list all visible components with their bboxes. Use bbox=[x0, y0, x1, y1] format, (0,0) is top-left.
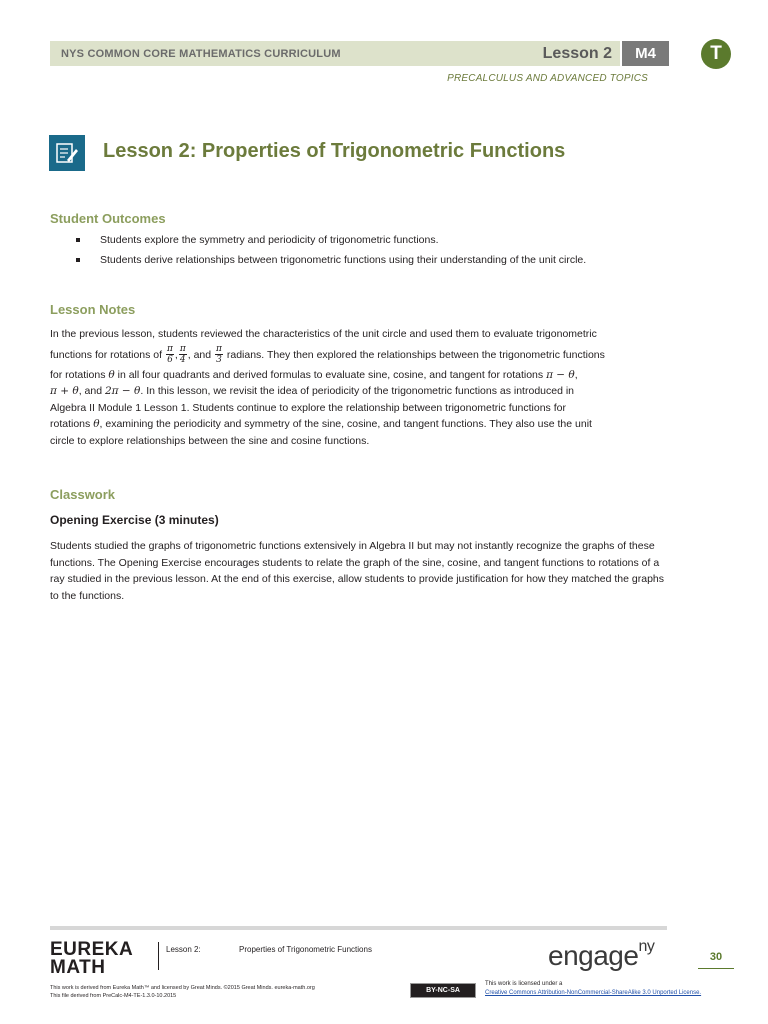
fraction: $\frac{\pi}{6}$ bbox=[166, 344, 173, 366]
license-text: This work is licensed under a bbox=[485, 981, 563, 987]
module-badge: M4 bbox=[622, 41, 669, 66]
lesson-label: Lesson 2 bbox=[542, 44, 612, 62]
page-number-underline bbox=[698, 968, 734, 969]
classwork-paragraph: Students studied the graphs of trigonometric functions extensively in Algebra II but may not instantly recognize the graphs of these functions. The Opening Exercise encourages students to relate the graph of the sine, cosine, and tangent functions to rotations of a ray studied in the previous lesson. At the end of this exercise, allow students to provide justification for how they matched the graphs to the functions. bbox=[50, 540, 665, 602]
header-bar bbox=[50, 41, 620, 66]
list-item: Students derive relationships between trigonometric functions using their understanding of the unit circle. bbox=[76, 253, 676, 267]
outcomes-heading: Student Outcomes bbox=[50, 211, 166, 226]
fraction: $\frac{\pi}{3}$ bbox=[216, 344, 222, 366]
cc-license-badge[interactable]: BY-NC-SA bbox=[410, 983, 476, 998]
eureka-math-logo: EUREKA MATH bbox=[50, 939, 134, 978]
file-notice: This file derived from PreCalc-M4-TE-1.3.0-10.2015 bbox=[50, 993, 177, 999]
footer-lesson: Lesson 2: bbox=[166, 945, 201, 954]
list-item: Students explore the symmetry and periodicity of trigonometric functions. bbox=[76, 233, 676, 247]
curriculum-label: NYS COMMON CORE MATHEMATICS CURRICULUM bbox=[61, 47, 341, 60]
classwork-heading: Classwork bbox=[50, 487, 116, 502]
bullet-icon bbox=[76, 258, 80, 262]
footer-topic: Properties of Trigonometric Functions bbox=[239, 945, 372, 954]
fraction: $\frac{\pi}{4}$ bbox=[179, 344, 186, 366]
page-number: 30 bbox=[709, 951, 723, 963]
footer-separator bbox=[158, 942, 159, 970]
opening-exercise-heading: Opening Exercise (3 minutes) bbox=[50, 513, 219, 527]
outcomes-list bbox=[76, 233, 676, 273]
license-link[interactable]: Creative Commons Attribution-NonCommercial-ShareAlike 3.0 Unported License. bbox=[485, 990, 702, 996]
footer-divider bbox=[50, 926, 667, 930]
lesson-notes-paragraph: In the previous lesson, students reviewed the characteristics of the unit circle and used them to evaluate trigonometric functions for rotations of $\frac{\pi}{6}$ , $\frac{\pi}{4}$ , and $\frac{\pi}{3}$ radians. They then explored the relationships between the trigonometric functions for rotations θ in all four quadrants and derived formulas to evaluate sine, cosine, and tangent for rotations π − θ, π + θ, and 2π − θ. In this lesson, we revisit the idea of periodicity of the trigonometric functions as introduced in Algebra II Module 1 Lesson 1. Students continue to explore the relationship between trigonometric functions for rotations θ, examining the periodicity and symmetry of the sine, cosine, and tangent functions. They also use the unit circle to explore relationships between the sine and cosine functions. bbox=[50, 328, 605, 447]
bullet-icon bbox=[76, 238, 80, 242]
teacher-badge: T bbox=[701, 39, 731, 69]
derived-notice: This work is derived from Eureka Math™ and licensed by Great Minds. ©2015 Great Minds. eureka-math.org bbox=[50, 985, 315, 991]
course-label: PRECALCULUS AND ADVANCED TOPICS bbox=[447, 73, 648, 84]
lesson-notes-heading: Lesson Notes bbox=[50, 302, 136, 317]
lesson-pencil-icon bbox=[49, 135, 85, 171]
engageny-logo: engage$^{ny}$ bbox=[548, 937, 655, 971]
page-title: Lesson 2: Properties of Trigonometric Functions bbox=[103, 140, 566, 162]
